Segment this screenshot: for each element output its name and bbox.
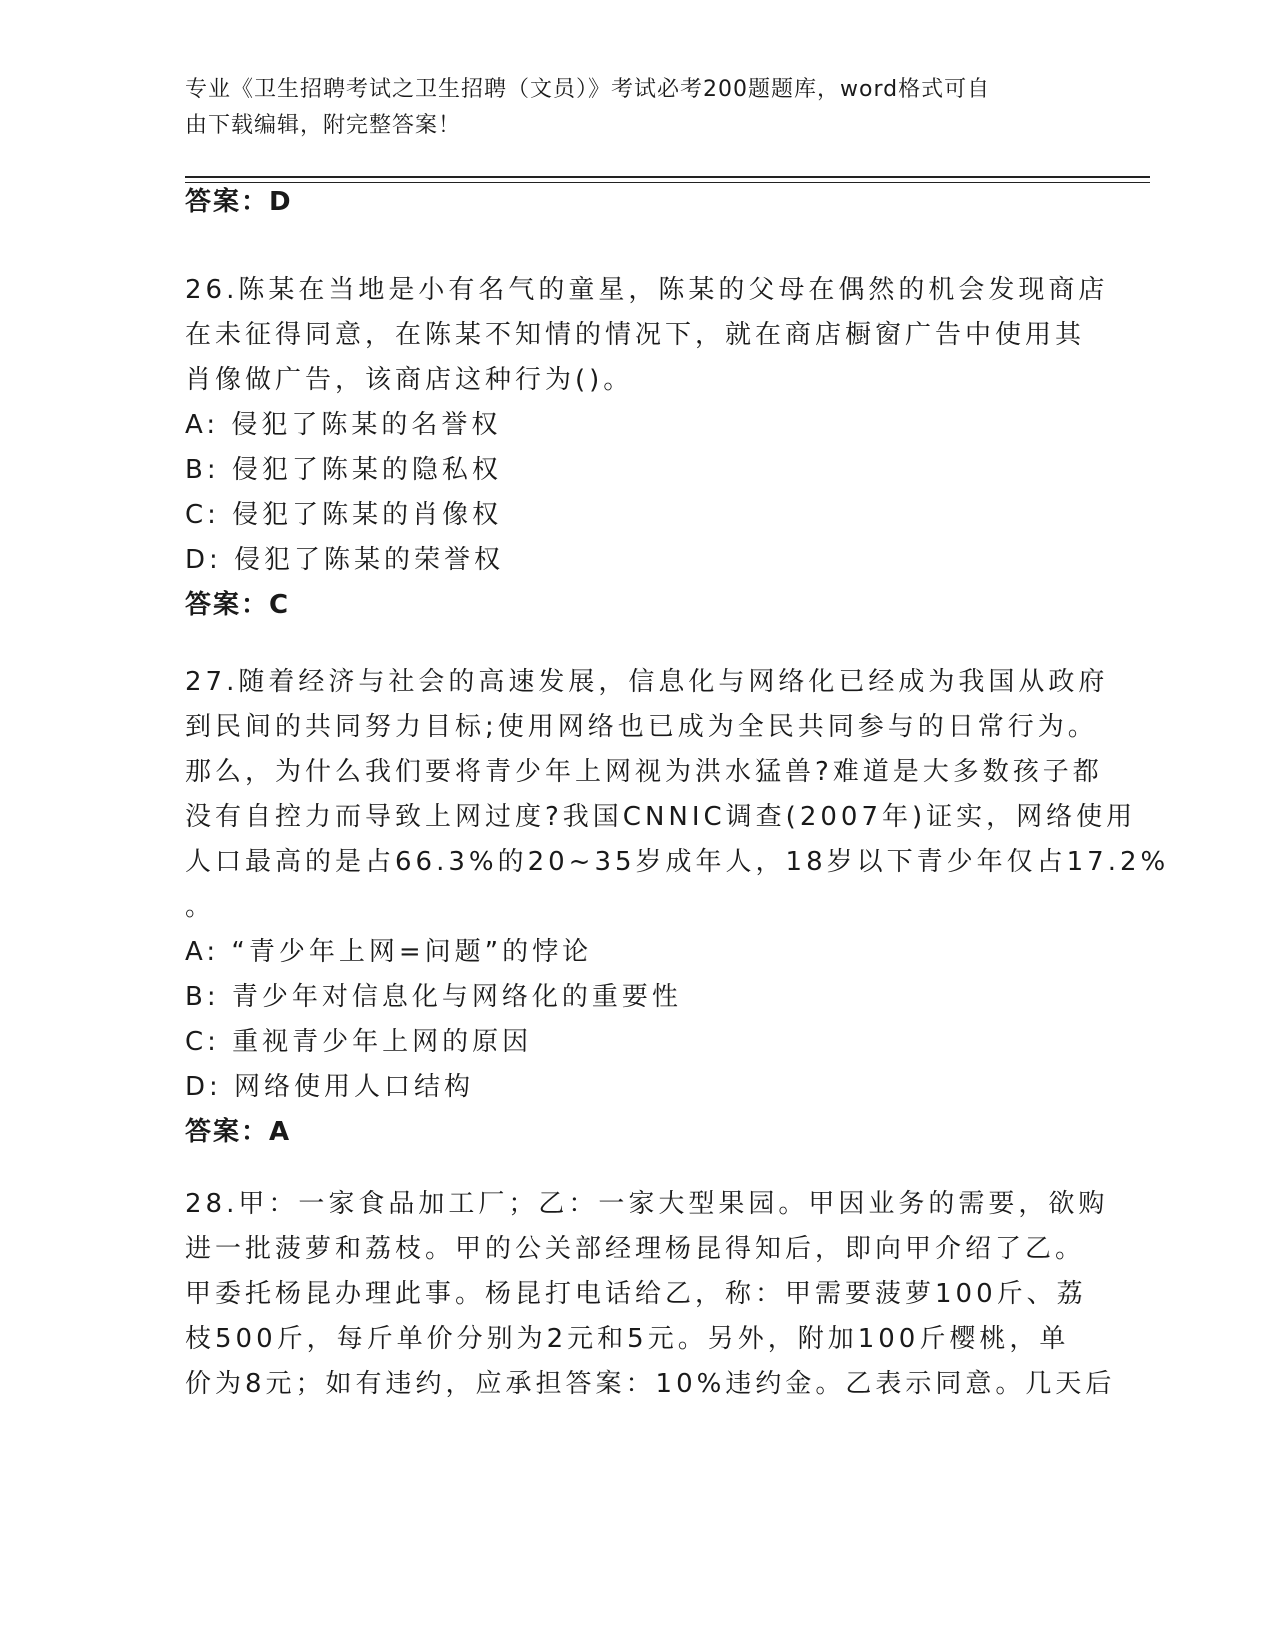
question-28-line-4: 枝500斤，每斤单价分别为2元和5元。另外，附加100斤樱桃，单 bbox=[185, 1324, 1070, 1354]
question-28-line-5: 价为8元；如有违约，应承担答案：10%违约金。乙表示同意。几天后 bbox=[185, 1369, 1116, 1399]
question-26-line-3: 肖像做广告，该商店这种行为()。 bbox=[185, 365, 634, 395]
question-27-answer: 答案：A bbox=[185, 1117, 292, 1147]
question-26-option-b: B: 侵犯了陈某的隐私权 bbox=[185, 455, 502, 485]
question-28 bbox=[185, 1182, 1116, 1407]
question-27-option-a: A: “青少年上网=问题”的悖论 bbox=[185, 937, 593, 967]
question-27-option-b: B: 青少年对信息化与网络化的重要性 bbox=[185, 982, 682, 1012]
question-26-option-d: D: 侵犯了陈某的荣誉权 bbox=[185, 545, 505, 575]
document-header bbox=[185, 72, 1085, 144]
question-28-line-1: 28.甲：一家食品加工厂；乙：一家大型果园。甲因业务的需要，欲购 bbox=[185, 1189, 1109, 1219]
question-26-answer: 答案：C bbox=[185, 590, 291, 620]
question-27-line-5: 人口最高的是占66.3%的20~35岁成年人，18岁以下青少年仅占17.2% bbox=[185, 847, 1170, 877]
question-27-line-6: 。 bbox=[185, 892, 216, 922]
question-26 bbox=[185, 268, 1109, 628]
previous-answer-block bbox=[185, 180, 1085, 225]
question-26-option-c: C: 侵犯了陈某的肖像权 bbox=[185, 500, 503, 530]
question-27 bbox=[185, 660, 1170, 1155]
question-27-line-3: 那么，为什么我们要将青少年上网视为洪水猛兽?难道是大多数孩子都 bbox=[185, 757, 1103, 787]
header-line-1: 专业《卫生招聘考试之卫生招聘（文员）》考试必考200题题库，word格式可自 bbox=[185, 77, 991, 102]
previous-answer: 答案：D bbox=[185, 187, 293, 217]
question-27-line-4: 没有自控力而导致上网过度?我国CNNIC调查(2007年)证实，网络使用 bbox=[185, 802, 1137, 832]
question-28-line-3: 甲委托杨昆办理此事。杨昆打电话给乙，称：甲需要菠萝100斤、荔 bbox=[185, 1279, 1087, 1309]
question-27-line-2: 到民间的共同努力目标;使用网络也已成为全民共同参与的日常行为。 bbox=[185, 712, 1098, 742]
header-rule-thick bbox=[185, 176, 1150, 178]
question-27-option-d: D: 网络使用人口结构 bbox=[185, 1072, 475, 1102]
question-28-line-2: 进一批菠萝和荔枝。甲的公关部经理杨昆得知后，即向甲介绍了乙。 bbox=[185, 1234, 1086, 1264]
header-line-2: 由下载编辑，附完整答案！ bbox=[185, 113, 462, 138]
question-27-line-1: 27.随着经济与社会的高速发展，信息化与网络化已经成为我国从政府 bbox=[185, 667, 1109, 697]
question-26-line-2: 在未征得同意，在陈某不知情的情况下，就在商店橱窗广告中使用其 bbox=[185, 320, 1086, 350]
question-27-option-c: C: 重视青少年上网的原因 bbox=[185, 1027, 533, 1057]
question-26-option-a: A: 侵犯了陈某的名誉权 bbox=[185, 410, 502, 440]
question-26-line-1: 26.陈某在当地是小有名气的童星，陈某的父母在偶然的机会发现商店 bbox=[185, 275, 1109, 305]
